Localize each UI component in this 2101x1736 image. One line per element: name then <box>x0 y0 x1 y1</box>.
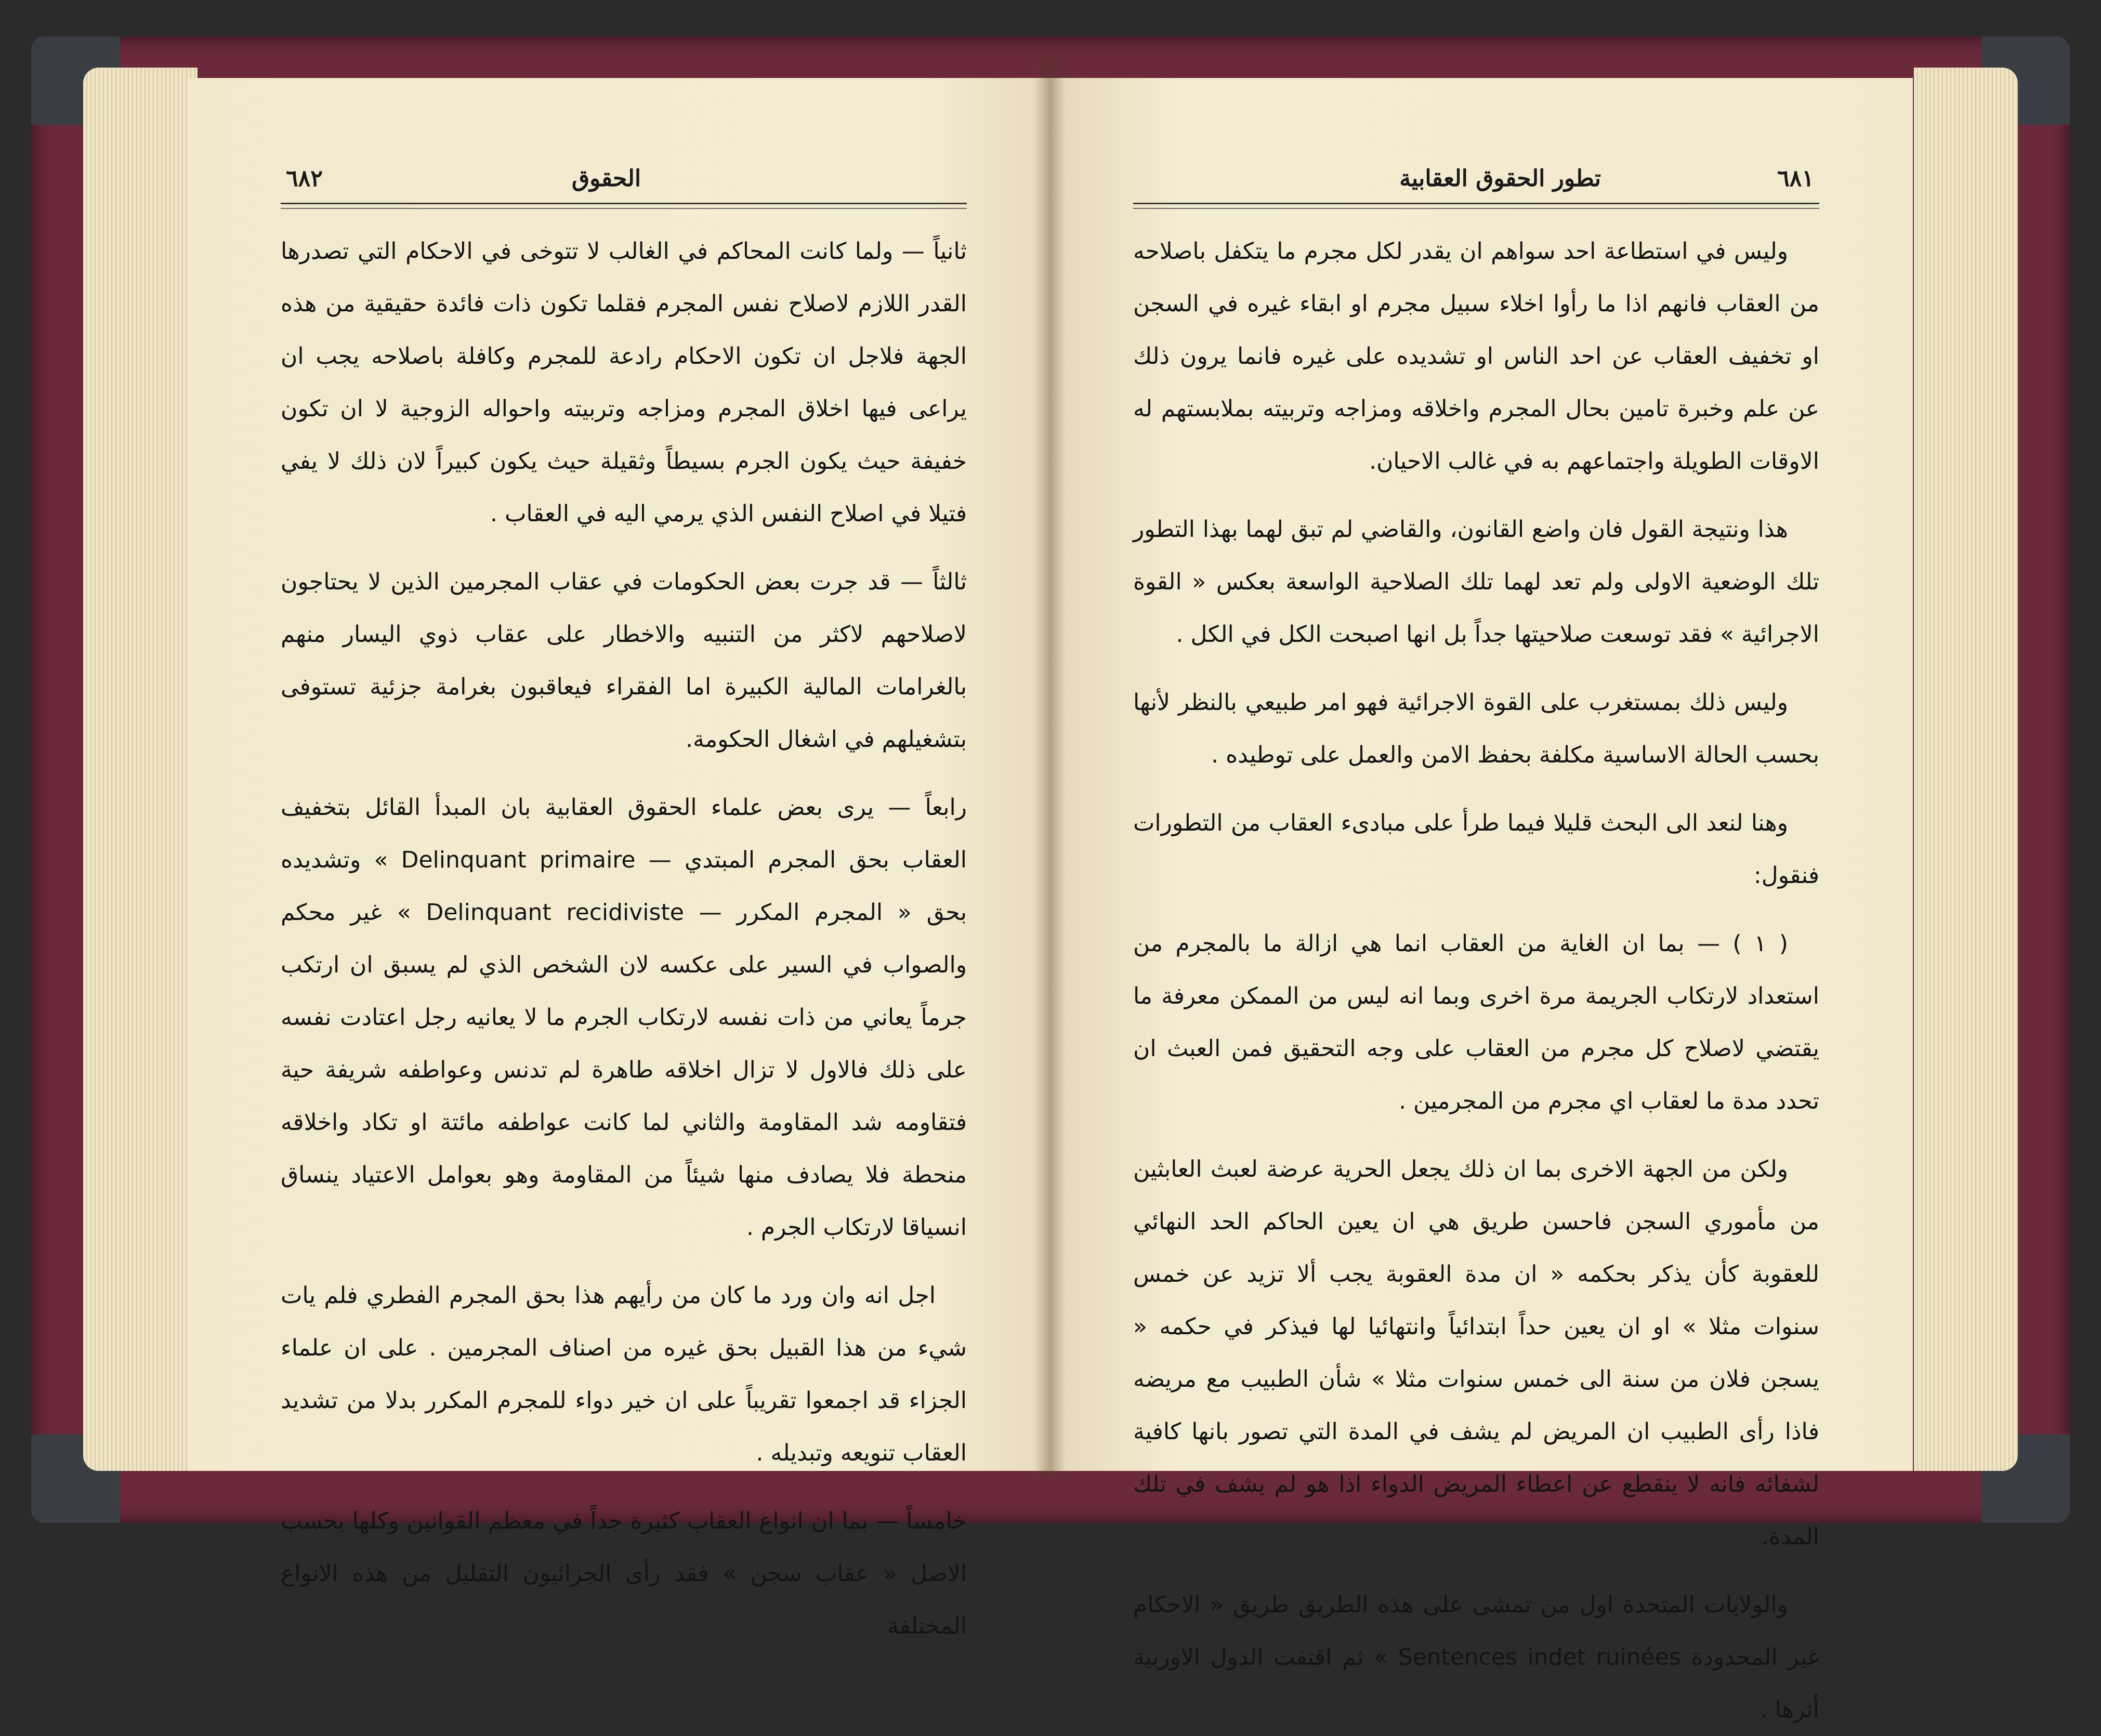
page-edges-right <box>1914 68 2018 1471</box>
paragraph: اجل انه وان ورد ما كان من رأيهم هذا بحق المجرم الفطري فلم يات شيء من هذا القبيل بحق غيره من اصناف المجرمين . على ان علماء الجزاء قد اجمعوا تقريباً على ان خير دواء للمجرم المكرر بدلا من تشديد العقاب تنويعه وتبديله . <box>281 1282 967 1466</box>
paragraph: ثانياً — ولما كانت المحاكم في الغالب لا تتوخى في الاحكام التي تصدرها القدر اللازم لاصلاح نفس المجرم فقلما تكون ذات فائدة حقيقية من هذه الجهة فلاجل ان تكون الاحكام رادعة للمجرم وكافلة باصلاحه يجب ان يراعى فيها اخلاق المجرم ومزاجه وتربيته واحواله الزوجية لا ان تكون خفيفة حيث يكون الجرم بسيطاً وثقيلة حيث يكون كبيراً لان ذلك لا يفي فتيلا في اصلاح النفس الذي يرمي اليه في العقاب . <box>281 238 967 527</box>
right-running-title: تطور الحقوق العقابية <box>1399 165 1601 192</box>
paragraph: رابعاً — يرى بعض علماء الحقوق العقابية بان المبدأ القائل بتخفيف العقاب بحق المجرم المبتدي — Delinquant primaire » وتشديده بحق « المجرم المكرر — Delinquant recidiviste » غير محكم والصواب في السير على عكسه لان الشخص الذي لم يسبق ان ارتكب جرماً يعاني من ذات نفسه لارتكاب الجرم ما لا يعانيه رجل اعتادت نفسه على ذلك فالاول لا تزال اخلاقه طاهرة لم تدنس وعواطفه شريفة حية فتقاومه شد المقاومة والثاني لما كانت عواطفه مائتة او تكاد واخلاقه منحطة فلا يصادف منها شيئاً من المقاومة وهو بعوامل الاعتياد ينساق انسياقا لارتكاب الجرم . <box>281 794 967 1241</box>
paragraph: ولكن من الجهة الاخرى بما ان ذلك يجعل الحرية عرضة لعبث العابثين من مأموري السجن فاحسن طريق هي ان يعين الحاكم الحد النهائي للعقوبة كأن يذكر بحكمه « ان مدة العقوبة يجب ألا تزيد عن خمس سنوات مثلا » او ان يعين حداً ابتدائياً وانتهائيا لها فيذكر في حكمه « يسجن فلان من سنة الى خمس سنوات مثلا » شأن الطبيب مع مريضه فاذا رأى الطبيب ان المريض لم يشف في المدة التي تصور بانها كافية لشفائه فانه لا ينقطع عن اعطاء المريض الدواء اذا هو لم يشف في تلك المدة. <box>1133 1156 1819 1550</box>
paragraph: والولايات المتحدة اول من تمشى على هذه الطريق طريق « الاحكام غير المحدودة Sentences indet ruinées » ثم اقتفت الدول الاوربية أثرها . <box>1133 1592 1820 1723</box>
paragraph: وليس في استطاعة احد سواهم ان يقدر لكل مجرم ما يتكفل باصلاحه من العقاب فانهم اذا ما رأوا اخلاء سبيل مجرم او ابقاء غيره في السجن او تخفيف العقاب عن احد الناس او تشديده على غيره فانما يرون ذلك عن علم وخبرة تامين بحال المجرم واخلاقه ومزاجه وتربيته بملابستهم له الاوقات الطويلة واجتماعهم به في غالب الاحيان. <box>1133 238 1819 475</box>
right-page-header <box>1133 156 1819 204</box>
paragraph: هذا ونتيجة القول فان واضع القانون، والقاضي لم تبق لهما بهذا التطور تلك الوضعية الاولى ولم تعد لهما تلك الصلاحية الواسعة بعكس « القوة الاجرائية » فقد توسعت صلاحيتها جداً بل انها اصبحت الكل في الكل . <box>1133 516 1819 648</box>
left-page-body <box>281 225 967 1652</box>
paragraph: وليس ذلك بمستغرب على القوة الاجرائية فهو امر طبيعي بالنظر لأنها بحسب الحالة الاساسية مكلفة بحفظ الامن والعمل على توطيده . <box>1133 689 1819 768</box>
page-edges-left <box>83 68 198 1471</box>
left-running-title: الحقوق <box>572 165 641 192</box>
header-rule <box>1133 208 1819 209</box>
right-page-body <box>1133 225 1819 1736</box>
left-page-header <box>281 156 967 204</box>
paragraph: ثالثاً — قد جرت بعض الحكومات في عقاب المجرمين الذين لا يحتاجون لاصلاحهم لاكثر من التنبيه والاخطار على عقاب ذوي اليسار منهم بالغرامات المالية الكبيرة اما الفقراء فيعاقبون بغرامة جزئية تستوفى بتشغيلهم في اشغال الحكومة. <box>281 569 967 753</box>
paragraph: خامساً — بما ان انواع العقاب كثيرة جداً في معظم القوانين وكلها بحسب الاصل « عقاب سجن » فقد رأى الجزائيون التقليل من هذه الانواع المختلفة <box>281 1508 967 1639</box>
header-rule <box>281 208 967 209</box>
paragraph: وهنا لنعد الى البحث قليلا فيما طرأ على مبادىء العقاب من التطورات فنقول: <box>1133 810 1819 889</box>
paragraph: ( ١ ) — بما ان الغاية من العقاب انما هي ازالة ما بالمجرم من استعداد لارتكاب الجريمة مرة اخرى وبما انه ليس من الممكن معرفة ما يقتضي لاصلاح كل مجرم من العقاب على وجه التحقيق فمن العبث ان تحدد مدة ما لعقاب اي مجرم من المجرمين . <box>1133 930 1819 1114</box>
right-page <box>1050 78 1913 1723</box>
left-page <box>187 78 1050 1639</box>
right-page-number: ٦٨١ <box>1777 165 1814 192</box>
left-page-number: ٦٨٢ <box>286 165 323 192</box>
book-gutter <box>1034 57 1066 1476</box>
